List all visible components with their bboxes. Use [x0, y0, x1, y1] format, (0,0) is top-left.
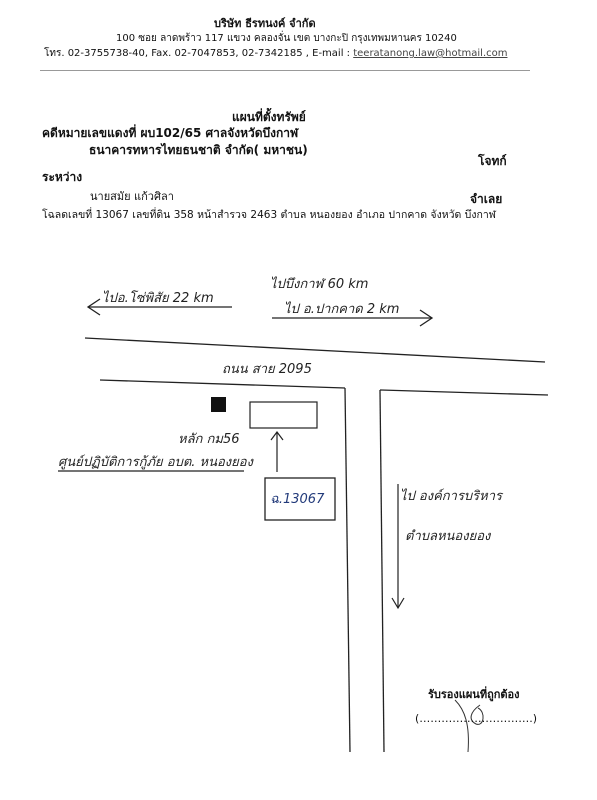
building-box — [250, 402, 317, 428]
defendant-label: จำเลย — [470, 192, 503, 206]
defendant-name: นายสมัย แก้วศิลา — [90, 190, 174, 203]
right-direction-arrow — [270, 276, 432, 326]
company-name: บริษัท ธีรทนงค์ จำกัด — [214, 17, 316, 30]
main-road — [85, 338, 548, 395]
case-number: คดีหมายเลขแดงที่ ผบ102/65 ศาลจังหวัดบึงกาฬ — [42, 126, 299, 140]
rescue-center — [58, 454, 255, 471]
km-marker-label: หลัก กม56 — [178, 432, 240, 447]
rescue-center-label: ศูนย์ปฏิบัติการกู้ภัย อบต. หนองยอง — [58, 455, 253, 470]
between-label: ระหว่าง — [42, 170, 83, 184]
plaintiff-label: โจทก์ — [478, 154, 507, 168]
road-label: ถนน สาย 2095 — [222, 362, 312, 377]
document-title: แผนที่ตั้งทรัพย์ — [232, 110, 306, 124]
signature-line: (………………………….) — [415, 712, 538, 725]
certify-text: รับรองแผนที่ถูกต้อง — [428, 688, 520, 701]
signature — [455, 700, 483, 752]
down-arrow-label-1: ไป องค์การบริหาร — [400, 489, 503, 504]
parcel-label: ฉ.13067 — [270, 492, 325, 507]
company-address: 100 ซอย ลาดพร้าว 117 แขวง คลองจั่น เขต บางกะปิ กรุงเทพมหานคร 10240 — [116, 33, 457, 44]
down-direction-arrow — [392, 484, 504, 608]
right-arrow-label-2: ไป อ.ปากคาด 2 km — [284, 302, 400, 317]
left-arrow-label: ไปอ.โซ่พิสัย 22 km — [102, 291, 214, 306]
right-arrow-label-1: ไปบึงกาฬ 60 km — [270, 277, 369, 292]
building-marker — [211, 397, 226, 412]
contact-phones: โทร. 02-3755738-40, Fax. 02-7047853, 02-7342185 , E-mail : — [44, 48, 351, 59]
deed-info: โฉลดเลขที่ 13067 เลขที่ดิน 358 หน้าสำรวจ 2463 ตำบล หนองยอง อำเภอ ปากคาด จังหวัด บึงกาฬ — [42, 209, 496, 221]
land-parcel — [265, 478, 335, 520]
left-direction-arrow — [88, 290, 232, 315]
email-link[interactable]: teeratanong.law@hotmail.com — [353, 48, 508, 59]
side-road — [345, 388, 384, 752]
plaintiff-name: ธนาคารทหารไทยธนชาติ จำกัด( มหาชน) — [89, 143, 308, 157]
down-arrow-label-2: ตำบลหนองยอง — [405, 529, 491, 544]
